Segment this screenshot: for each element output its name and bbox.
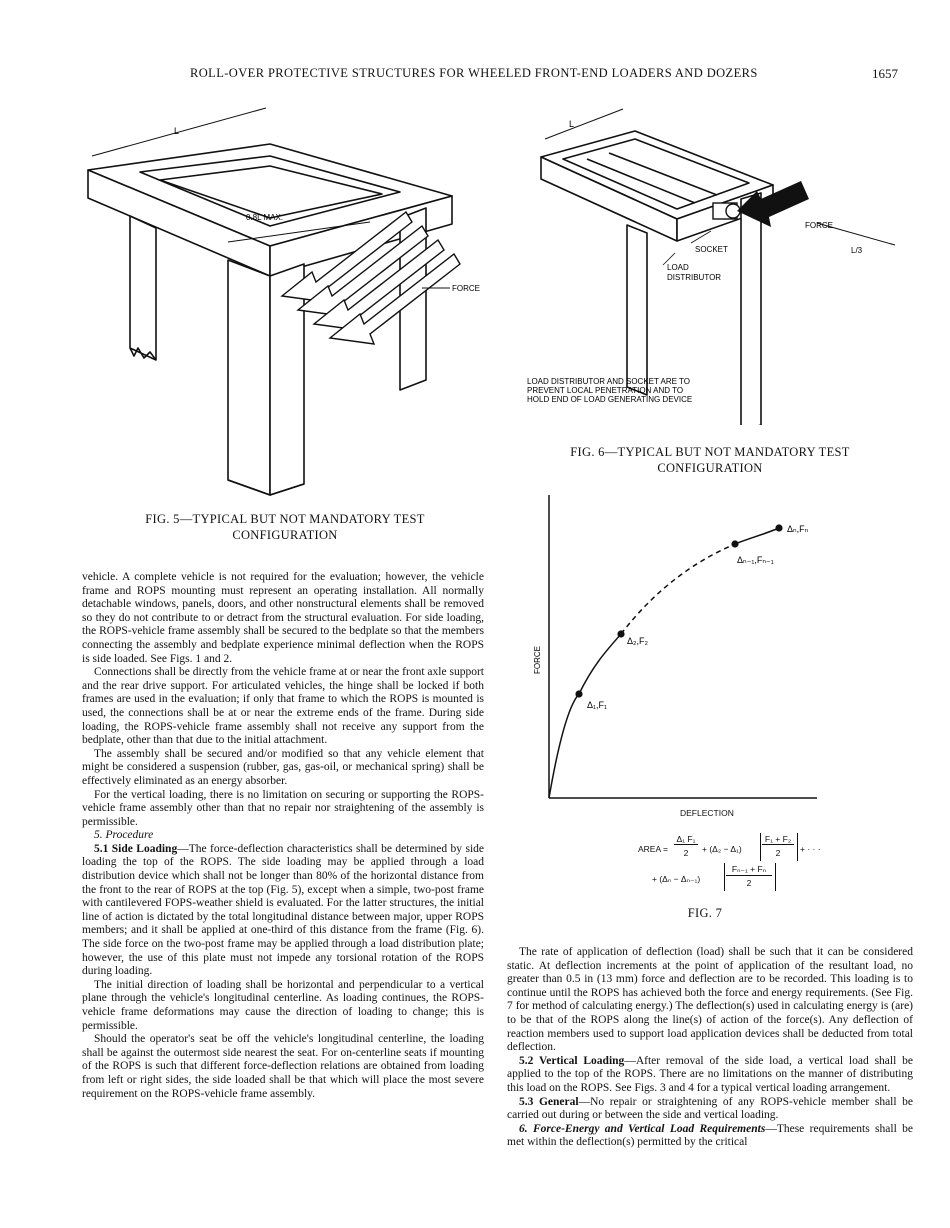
- left-paragraph: Should the operator's seat be off the vehicle's longitudinal centerline, the loading shall be against the outermost side nearest the seat. For on-centerline seats if mounting of the ROPS is such that different force-deflection relations are obtained from loading from left or right sides, the side loaded shall be that which will place the most severe requirement on the ROPS-vehicle frame assembly.: [82, 1033, 484, 1100]
- fig7-curve-end: [735, 528, 779, 544]
- running-header: ROLL-OVER PROTECTIVE STRUCTURES FOR WHEELED FRONT-END LOADERS AND DOZERS: [190, 66, 758, 80]
- fig7-formula: AREA = Δ₁ F₁ 2 + (Δ₂ − Δ₁) F₁ + F₂ 2 + · · · + (Δₙ − Δₙ₋₁) Fₙ₋₁ + Fₙ 2: [638, 832, 898, 898]
- fig6-note-2: PREVENT LOCAL PENETRATION AND TO: [527, 386, 684, 395]
- fig5-caption: FIG. 5—TYPICAL BUT NOT MANDATORY TEST CONFIGURATION: [145, 512, 425, 542]
- fig7-point-1: [575, 690, 582, 697]
- fig7-label-2: Δ₂,F₂: [627, 636, 648, 646]
- left-paragraph: vehicle. A complete vehicle is not required for the evaluation; however, the vehicle frame and ROPS mounting must represent an operating installation. All normally detachable windows, panels, doors, and other nonstructural elements shall be removed so they do not contribute to or detract from the structural evaluation. For side loading, the ROPS-vehicle frame assembly shall be secured to the bedplate so that the members connecting the assembly and bedplate experience minimal deflection when the ROPS is side loaded. See Figs. 1 and 2.: [82, 571, 484, 665]
- fig7-xlabel: DEFLECTION: [680, 808, 734, 818]
- fig7-point-n: [775, 524, 782, 531]
- requirements-paragraph: 6. Force-Energy and Vertical Load Requirements—These requirements shall be met within the deflection(s) permitted by the critical: [507, 1122, 913, 1149]
- fig6-leg-right: [741, 193, 761, 425]
- fig6-drawing: [505, 95, 915, 425]
- left-column: [82, 571, 484, 1101]
- fig7-point-n-1: [731, 540, 738, 547]
- fig6-note-3: HOLD END OF LOAD GENERATING DEVICE: [527, 395, 693, 404]
- fig5-label-max: 0.8L MAX.: [246, 213, 284, 222]
- fig7-point-2: [617, 630, 624, 637]
- fig6-label-L: L: [569, 119, 575, 129]
- fig5-leg-left: [130, 216, 156, 360]
- fig6-label-force: FORCE: [805, 221, 833, 230]
- procedure-heading: 5. Procedure: [94, 829, 154, 842]
- fig7-label-n: Δₙ,Fₙ: [787, 524, 809, 534]
- vertical-loading-paragraph: 5.2 Vertical Loading—After removal of the side load, a vertical load shall be applied to the top of the ROPS. There are no limitations on the manner of distributing this load on the ROPS. See Figs. 3 and 4 for a typical vertical loading arrangement.: [507, 1054, 914, 1094]
- fig6-label-socket: SOCKET: [695, 245, 728, 254]
- left-paragraph: The initial direction of loading shall be horizontal and perpendicular to a vertical plane through the vehicle's longitudinal centerline. As loading continues, the ROPS-vehicle frame deformations may cause the direction of loading to change; this is permissible.: [82, 978, 484, 1032]
- fig6-caption: FIG. 6—TYPICAL BUT NOT MANDATORY TEST CONFIGURATION: [570, 445, 850, 475]
- fig6-note-1: LOAD DISTRIBUTOR AND SOCKET ARE TO: [527, 377, 691, 386]
- left-paragraph: Connections shall be directly from the vehicle frame at or near the front axle support and the rear drive support. For articulated vehicles, the hinge shall be locked if both frames are used in the evaluation; if only that frame to which the ROPS is mounted is used, the connections shall be at or near the extreme ends of the frame. During side loading, the ROPS-vehicle frame assembly shall not receive any support from the bedplate, other than that due to the initial attachment.: [82, 666, 484, 747]
- fig6-label-L3: L/3: [851, 246, 863, 255]
- fig5-label-L: L: [174, 126, 180, 136]
- fig6-label-distributor: DISTRIBUTOR: [667, 273, 722, 282]
- fig7-curve-dashed: [621, 544, 735, 634]
- right-column: [507, 946, 913, 1150]
- fig5-drawing: [70, 100, 490, 505]
- left-paragraph: For the vertical loading, there is no limitation on securing or supporting the ROPS-vehicle frame assembly other than that no repair nor straightening of the assembly is permissible.: [82, 788, 484, 828]
- general-paragraph: 5.3 General—No repair or straightening of any ROPS-vehicle member shall be carried out during or between the side and vertical loading.: [507, 1095, 913, 1122]
- fig5-label-force: FORCE: [452, 284, 480, 293]
- right-paragraph: The rate of application of deflection (load) shall be such that it can be considered static. At deflection increments at the point of application of the resultant load, no greater than 0.5 in (13 mm) force and deflection are to be recorded. This loading is to continue until the ROPS has achieved both the force and energy requirements. (See Fig. 7 for method of calculating energy.) The deflection(s) used in calculating energy is (are) to be that of the ROPS along the line(s) of action of the force(s). Any deflection of reaction members used to support load application devices shall be deducted from total deflection.: [507, 946, 913, 1054]
- page-number: 1657: [872, 66, 898, 81]
- fig6-leg-front: [627, 225, 647, 395]
- fig7-caption: FIG. 7: [687, 906, 723, 920]
- fig7-label-1: Δ₁,F₁: [587, 700, 608, 710]
- fig6-label-load: LOAD: [667, 263, 689, 272]
- fig7-curve-solid: [549, 634, 621, 798]
- fig7-ylabel: FORCE: [533, 646, 542, 674]
- fig7-chart: [525, 490, 825, 815]
- side-loading-paragraph: 5.1 Side Loading—The force-deflection characteristics shall be determined by side loading the top of the ROPS. The side loading may be applied through a load distribution device which shall not be longer than 80% of the horizontal distance from the front to the rear of ROPS at the top (Fig. 5), except when a simple, two-post frame with cantilevered FOPS-weather shield is evaluated. For the latter structures, the initial line of action is dictated by the total longitudinal distance between major, upper ROPS members; and it shall be applied at one-third of this distance from the frame (Fig. 6). The side force on the two-post frame may be applied through a load distribution plate; however, the use of this plate must not impede any torsional rotation of the ROPS during loading.: [82, 842, 484, 978]
- fig5-leg-front: [228, 260, 270, 495]
- fig7-label-n-1: Δₙ₋₁,Fₙ₋₁: [737, 555, 774, 565]
- left-paragraph: The assembly shall be secured and/or modified so that any vehicle element that might be considered a suspension (rubber, gas, gas-oil, or mechanical spring) shall be effectively eliminated as an energy absorber.: [82, 747, 484, 787]
